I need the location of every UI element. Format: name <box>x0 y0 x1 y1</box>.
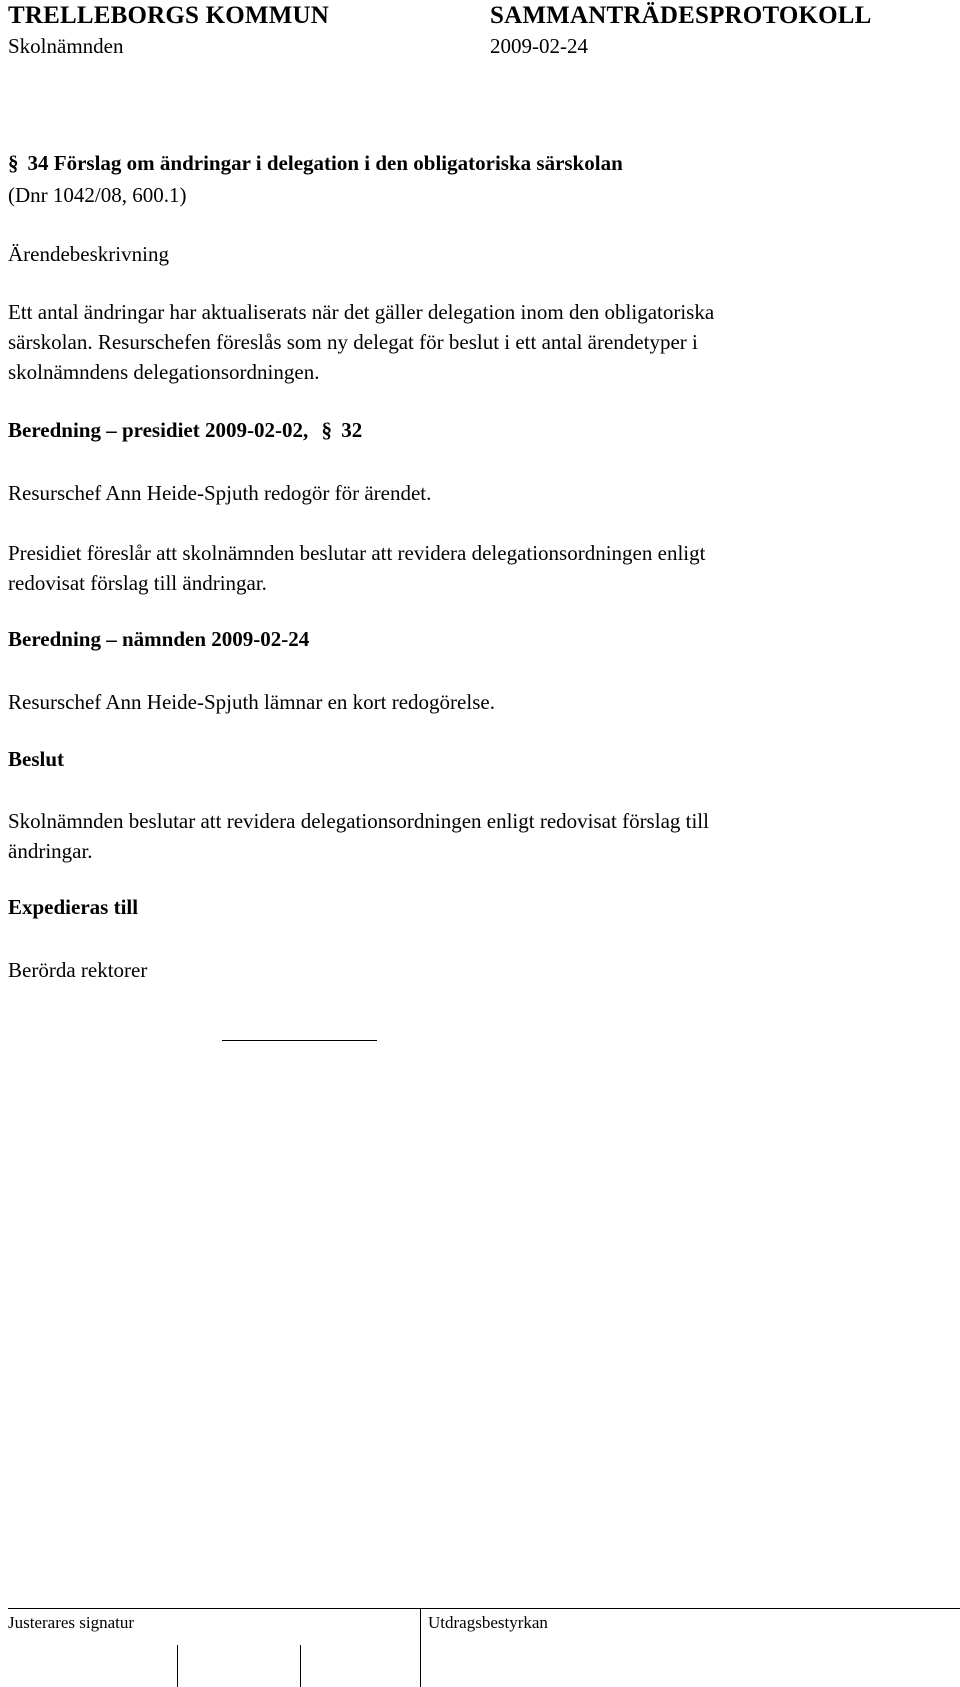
description-line-1: Ett antal ändringar har aktualiserats när det gäller delegation inom den obligatoriska <box>8 300 715 324</box>
item-title <box>8 151 623 176</box>
certification-label: Utdragsbestyrkan <box>428 1613 548 1632</box>
board-heading: Beredning – nämnden 2009-02-24 <box>8 627 310 651</box>
signature-label: Justerares signatur <box>8 1613 135 1632</box>
section-symbol: § <box>8 151 19 175</box>
item-reference: (Dnr 1042/08, 600.1) <box>8 183 187 207</box>
dispatch-recipient: Berörda rektorer <box>8 958 148 982</box>
presidium-paragraph-2-line-2: redovisat förslag till ändringar. <box>8 571 267 595</box>
presidium-paragraph-2-line-1: Presidiet föreslår att skolnämnden beslutar att revidera delegationsordningen enligt <box>8 541 706 565</box>
signature-box-divider-1 <box>177 1645 178 1687</box>
dispatch-heading: Expedieras till <box>8 895 139 919</box>
description-heading: Ärendebeskrivning <box>8 242 169 266</box>
presidium-heading <box>8 418 362 443</box>
presidium-paragraph-1: Resurschef Ann Heide-Spjuth redogör för ärendet. <box>8 481 432 505</box>
presidium-heading-text: Beredning – presidiet 2009-02-02, <box>8 418 309 442</box>
end-rule <box>222 1040 377 1041</box>
document-type: SAMMANTRÄDESPROTOKOLL <box>490 2 872 29</box>
decision-line-2: ändringar. <box>8 839 93 863</box>
decision-heading: Beslut <box>8 747 65 771</box>
signature-box-divider-2 <box>300 1645 301 1687</box>
organization-name: TRELLEBORGS KOMMUN <box>8 2 329 29</box>
footer-top-rule <box>8 1608 960 1609</box>
decision-line-1: Skolnämnden beslutar att revidera delegationsordningen enligt redovisat förslag till <box>8 809 709 833</box>
committee-name: Skolnämnden <box>8 34 124 58</box>
presidium-section-symbol: § <box>321 418 332 442</box>
presidium-section-number: 32 <box>341 418 363 442</box>
description-line-3: skolnämndens delegationsordningen. <box>8 360 320 384</box>
description-line-2: särskolan. Resurschefen föreslås som ny delegat för beslut i ett antal ärendetyper i <box>8 330 698 354</box>
board-paragraph: Resurschef Ann Heide-Spjuth lämnar en kort redogörelse. <box>8 690 495 714</box>
meeting-date: 2009-02-24 <box>490 34 588 58</box>
item-title-line1: 34 Förslag om ändringar i delegation i den obligatoriska särskolan <box>27 151 623 175</box>
footer-divider <box>420 1608 421 1687</box>
